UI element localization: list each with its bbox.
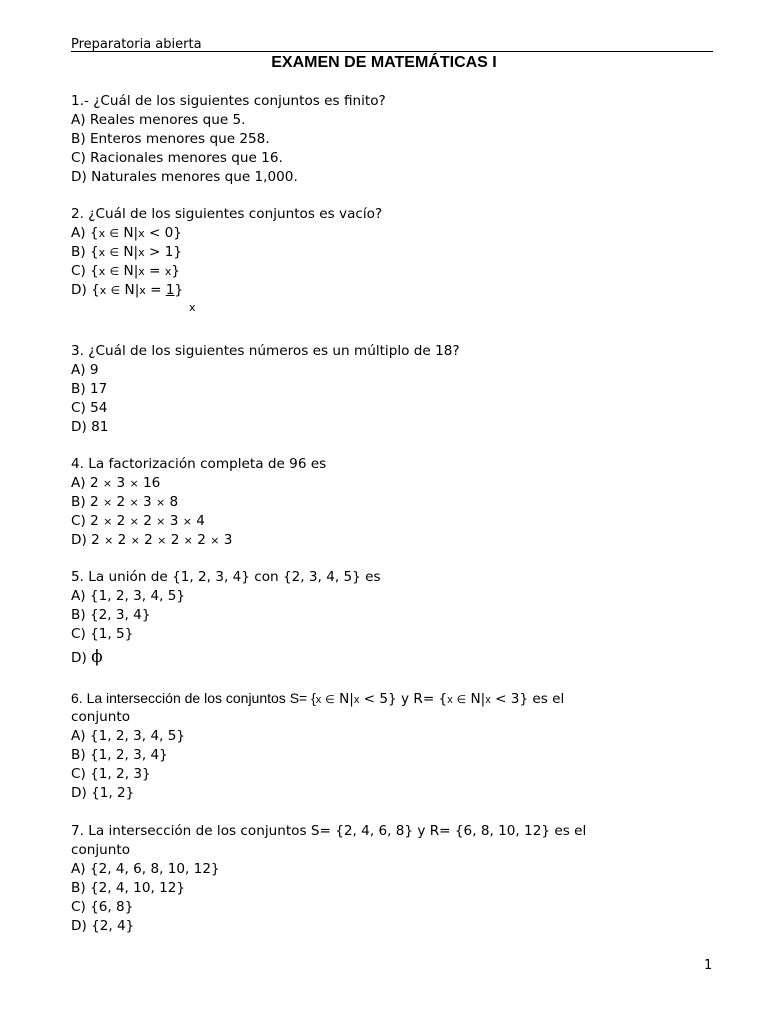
option-b: B) {2, 4, 10, 12} xyxy=(71,880,186,896)
option-a: A) {1, 2, 3, 4, 5} xyxy=(71,728,186,744)
option-a: A) Reales menores que 5. xyxy=(71,112,246,128)
option-a: A) {1, 2, 3, 4, 5} xyxy=(71,588,186,604)
page-number: 1 xyxy=(704,958,713,973)
empty-set-symbol: ϕ xyxy=(91,647,103,667)
option-b: B) {1, 2, 3, 4} xyxy=(71,747,168,763)
option-c: C) {x ∈ N|x = x} xyxy=(71,263,181,279)
option-b: B) {x ∈ N|x > 1} xyxy=(71,244,182,260)
option-a: A) 9 xyxy=(71,362,99,378)
option-b: B) 17 xyxy=(71,381,108,397)
option-b: B) Enteros menores que 258. xyxy=(71,131,270,147)
question-3 xyxy=(71,342,721,437)
option-d: D) {x ∈ N|x = 1} xyxy=(71,282,184,298)
question-5 xyxy=(71,568,721,668)
question-4 xyxy=(71,455,721,550)
header-text: Preparatoria abierta xyxy=(71,37,202,52)
option-d: D) {2, 4} xyxy=(71,918,135,934)
question-stem-continued: conjunto xyxy=(71,842,131,858)
option-d: D) 81 xyxy=(71,419,109,435)
question-stem: 5. La unión de {1, 2, 3, 4} con {2, 3, 4, 5} es xyxy=(71,569,381,585)
option-b: B) 2 × 2 × 3 × 8 xyxy=(71,494,179,510)
question-stem-continued: conjunto xyxy=(71,709,131,725)
option-c: C) {1, 2, 3} xyxy=(71,766,151,782)
question-stem: 4. La factorización completa de 96 es xyxy=(71,456,327,472)
option-d: D) {1, 2} xyxy=(71,785,135,801)
question-1 xyxy=(71,92,721,187)
question-stem: 2. ¿Cuál de los siguientes conjuntos es vacío? xyxy=(71,206,383,222)
question-7 xyxy=(71,822,721,936)
fraction-numerator: 1 xyxy=(165,282,175,298)
question-stem: 1.- ¿Cuál de los siguientes conjuntos es finito? xyxy=(71,93,386,109)
option-d: D) Naturales menores que 1,000. xyxy=(71,169,298,185)
fraction-denominator: x xyxy=(189,301,196,314)
option-d: D) 2 × 2 × 2 × 2 × 2 × 3 xyxy=(71,532,233,548)
question-stem: 7. La intersección de los conjuntos S= {2, 4, 6, 8} y R= {6, 8, 10, 12} es el xyxy=(71,823,587,839)
option-a: A) {2, 4, 6, 8, 10, 12} xyxy=(71,861,220,877)
option-c: C) {1, 5} xyxy=(71,626,134,642)
option-d: D) ϕ xyxy=(71,647,103,667)
header-divider xyxy=(71,51,713,52)
question-2 xyxy=(71,205,721,316)
option-a: A) {x ∈ N|x < 0} xyxy=(71,225,182,241)
question-stem: 6. La intersección de los conjuntos S= {x ∈ N|x < 5} y R= {x ∈ N|x < 3} es el xyxy=(71,690,565,707)
option-a: A) 2 × 3 × 16 xyxy=(71,475,161,491)
question-stem: 3. ¿Cuál de los siguientes números es un múltiplo de 18? xyxy=(71,343,460,359)
question-6 xyxy=(71,689,721,803)
option-b: B) {2, 3, 4} xyxy=(71,607,151,623)
option-c: C) 54 xyxy=(71,400,108,416)
option-c: C) {6, 8} xyxy=(71,899,134,915)
option-c: C) 2 × 2 × 2 × 3 × 4 xyxy=(71,513,205,529)
option-c: C) Racionales menores que 16. xyxy=(71,150,283,166)
page-title: EXAMEN DE MATEMÁTICAS I xyxy=(271,54,497,71)
